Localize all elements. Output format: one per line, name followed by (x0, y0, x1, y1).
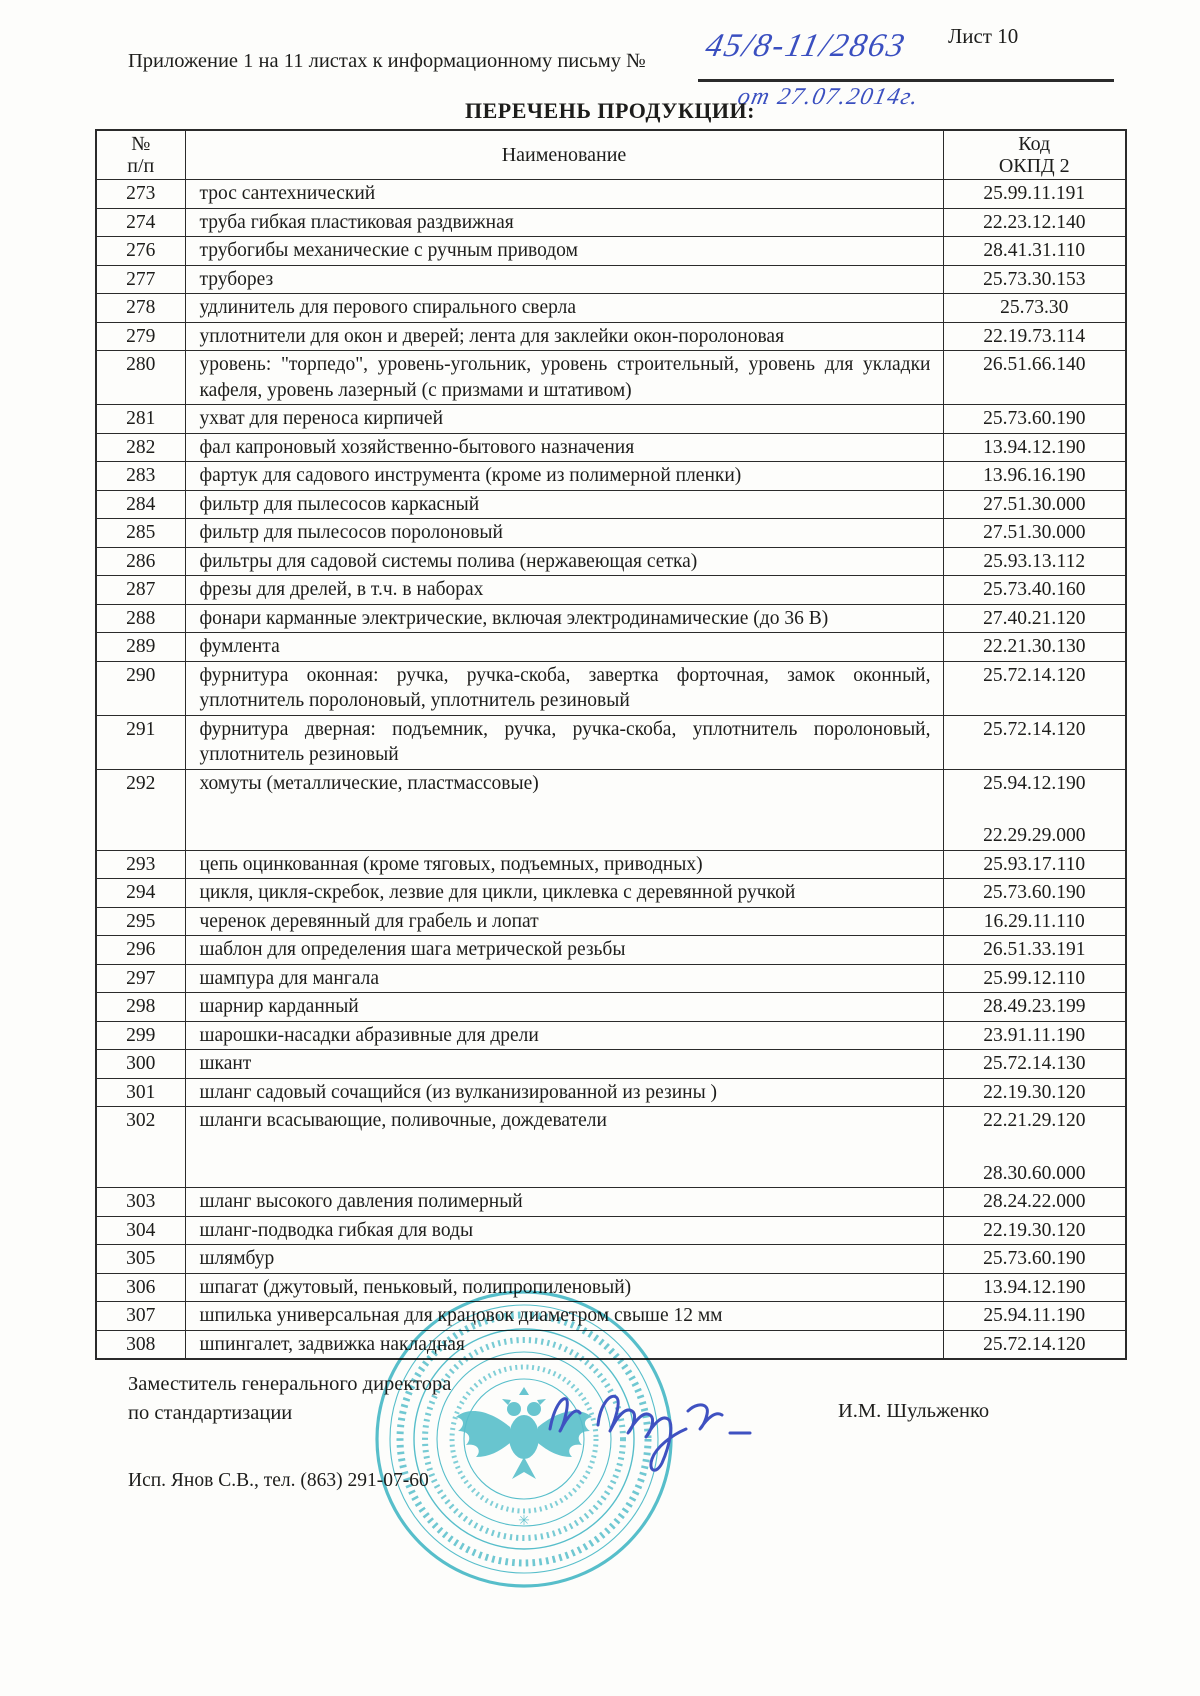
row-name: фумлента (185, 633, 943, 662)
row-name: шпагат (джутовый, пеньковый, полипропиленовый) (185, 1273, 943, 1302)
table-row (96, 237, 1126, 266)
table-row (96, 208, 1126, 237)
row-code (943, 1021, 1126, 1050)
handwritten-letter-date: от 27.07.2014г. (735, 84, 922, 110)
row-name: шланги всасывающие, поливочные, дождеватели (185, 1107, 943, 1188)
row-number: 299 (96, 1021, 185, 1050)
row-name: шампура для мангала (185, 964, 943, 993)
table-row (96, 265, 1126, 294)
table-row (96, 462, 1126, 491)
row-code (943, 1050, 1126, 1079)
executor-contact-line: Исп. Янов С.В., тел. (863) 291-07-60 (128, 1470, 429, 1491)
okpd2-code: 25.99.11.191 (983, 183, 1086, 204)
okpd2-code: 22.21.29.120 (983, 1110, 1086, 1131)
handwritten-letter-number: 45/8-11/2863 (702, 28, 910, 64)
row-code (943, 265, 1126, 294)
okpd2-code: 27.51.30.000 (983, 522, 1086, 543)
okpd2-code: 23.91.11.190 (983, 1024, 1086, 1046)
row-code (943, 907, 1126, 936)
column-header-code (943, 130, 1126, 180)
handwritten-number-underline (698, 79, 1114, 82)
row-number: 297 (96, 964, 185, 993)
row-name: шарнир карданный (185, 993, 943, 1022)
table-row (96, 490, 1126, 519)
row-number: 304 (96, 1216, 185, 1245)
table-row (96, 405, 1126, 434)
row-number: 285 (96, 519, 185, 548)
row-number: 290 (96, 661, 185, 715)
row-number: 277 (96, 265, 185, 294)
table-row (96, 661, 1126, 715)
signature-block (0, 1345, 1200, 1695)
okpd2-code: 25.73.60.190 (983, 408, 1086, 429)
okpd2-code: 13.94.12.190 (983, 436, 1086, 458)
row-name: трубогибы механические с ручным приводом (185, 237, 943, 266)
okpd2-code: 22.29.29.000 (983, 825, 1086, 846)
okpd2-code: 25.72.14.130 (983, 1053, 1086, 1074)
table-row (96, 1021, 1126, 1050)
row-name: уровень: "торпедо", уровень-угольник, уровень строительный, уровень для укладки кафеля, уровень лазерный (с призмами и штативом) (185, 351, 943, 405)
row-code (943, 547, 1126, 576)
row-code (943, 462, 1126, 491)
table-row (96, 519, 1126, 548)
row-code (943, 294, 1126, 323)
table-row (96, 1188, 1126, 1217)
row-code (943, 715, 1126, 769)
table-row (96, 1216, 1126, 1245)
row-number: 279 (96, 322, 185, 351)
row-number: 295 (96, 907, 185, 936)
row-number: 296 (96, 936, 185, 965)
row-code (943, 936, 1126, 965)
appendix-header-line: Приложение 1 на 11 листах к информационному письму № (128, 50, 646, 72)
row-name: шарошки-насадки абразивные для дрели (185, 1021, 943, 1050)
column-header-number-line1: № (131, 133, 151, 155)
row-number: 306 (96, 1273, 185, 1302)
row-number: 284 (96, 490, 185, 519)
okpd2-code: 25.73.30 (1000, 297, 1069, 318)
row-number: 301 (96, 1078, 185, 1107)
okpd2-code: 25.72.14.120 (983, 664, 1086, 686)
okpd2-code: 16.29.11.110 (983, 910, 1085, 932)
row-number: 308 (96, 1330, 185, 1359)
row-name: цикля, цикля-скребок, лезвие для цикли, циклевка с деревянной ручкой (185, 879, 943, 908)
row-name: фонари карманные электрические, включая электродинамические (до 36 В) (185, 604, 943, 633)
row-name: уплотнители для окон и дверей; лента для заклейки окон-поролоновая (185, 322, 943, 351)
row-code (943, 1245, 1126, 1274)
row-number: 276 (96, 237, 185, 266)
column-header-number-line2: п/п (127, 155, 155, 177)
row-name: фал капроновый хозяйственно-бытового назначения (185, 433, 943, 462)
table-row (96, 1107, 1126, 1188)
row-code (943, 180, 1126, 209)
row-name: фильтр для пылесосов поролоновый (185, 519, 943, 548)
row-code (943, 208, 1126, 237)
column-header-name: Наименование (185, 130, 943, 180)
okpd2-code: 28.49.23.199 (983, 996, 1086, 1017)
row-name: шлямбур (185, 1245, 943, 1274)
row-code (943, 1273, 1126, 1302)
okpd2-code: 22.19.30.120 (983, 1081, 1086, 1103)
table-row (96, 907, 1126, 936)
okpd2-code: 26.51.33.191 (983, 939, 1086, 960)
row-code (943, 769, 1126, 850)
row-number: 287 (96, 576, 185, 605)
row-name: фартук для садового инструмента (кроме из полимерной пленки) (185, 462, 943, 491)
okpd2-code: 25.73.60.190 (983, 882, 1086, 903)
okpd2-code: 25.72.14.120 (983, 1333, 1086, 1355)
row-code (943, 964, 1126, 993)
product-list-table (95, 129, 1127, 1360)
row-number: 286 (96, 547, 185, 576)
svg-text:✳: ✳ (518, 1514, 530, 1529)
row-code (943, 322, 1126, 351)
row-name: шкант (185, 1050, 943, 1079)
row-number: 307 (96, 1302, 185, 1331)
table-row (96, 433, 1126, 462)
column-header-number (96, 130, 185, 180)
row-number: 278 (96, 294, 185, 323)
row-number: 300 (96, 1050, 185, 1079)
row-name: шланг высокого давления полимерный (185, 1188, 943, 1217)
table-header-row (96, 130, 1126, 180)
okpd2-code: 25.93.17.110 (983, 853, 1086, 875)
row-number: 282 (96, 433, 185, 462)
row-code (943, 405, 1126, 434)
okpd2-code: 27.51.30.000 (983, 493, 1086, 515)
row-name: труборез (185, 265, 943, 294)
table-row (96, 964, 1126, 993)
row-number: 273 (96, 180, 185, 209)
signature (540, 1367, 770, 1477)
okpd2-code: 25.94.11.190 (983, 1305, 1086, 1326)
table-row (96, 351, 1126, 405)
page-title: ПЕРЕЧЕНЬ ПРОДУКЦИИ: (465, 98, 755, 123)
row-name: удлинитель для перового спирального сверла (185, 294, 943, 323)
row-number: 274 (96, 208, 185, 237)
row-code (943, 1078, 1126, 1107)
row-code (943, 1107, 1126, 1188)
row-name: фурнитура дверная: подъемник, ручка, ручка-скоба, уплотнитель поролоновый, уплотнитель резиновый (185, 715, 943, 769)
okpd2-code: 13.96.16.190 (983, 465, 1086, 486)
row-number: 294 (96, 879, 185, 908)
row-name: фильтр для пылесосов каркасный (185, 490, 943, 519)
row-name: фрезы для дрелей, в т.ч. в наборах (185, 576, 943, 605)
row-name: фурнитура оконная: ручка, ручка-скоба, завертка форточная, замок оконный, уплотнитель поролоновый, уплотнитель резиновый (185, 661, 943, 715)
okpd2-code: 25.73.40.160 (983, 579, 1086, 600)
row-name: труба гибкая пластиковая раздвижная (185, 208, 943, 237)
table-row (96, 322, 1126, 351)
okpd2-code: 22.19.73.114 (983, 325, 1086, 347)
row-name: трос сантехнический (185, 180, 943, 209)
row-number: 302 (96, 1107, 185, 1188)
table-row (96, 936, 1126, 965)
row-number: 288 (96, 604, 185, 633)
column-header-code-line1: Код (1018, 133, 1051, 155)
okpd2-code: 28.41.31.110 (983, 240, 1086, 261)
row-number: 298 (96, 993, 185, 1022)
row-number: 281 (96, 405, 185, 434)
okpd2-code: 22.23.12.140 (983, 211, 1086, 233)
okpd2-code: 25.73.30.153 (983, 268, 1086, 290)
table-row (96, 633, 1126, 662)
row-code (943, 1302, 1126, 1331)
row-name: ухват для переноса кирпичей (185, 405, 943, 434)
table-row (96, 769, 1126, 850)
row-name: фильтры для садовой системы полива (нержавеющая сетка) (185, 547, 943, 576)
table-row (96, 1078, 1126, 1107)
table-row (96, 1245, 1126, 1274)
row-code (943, 993, 1126, 1022)
row-name: хомуты (металлические, пластмассовые) (185, 769, 943, 850)
okpd2-code: 25.94.12.190 (983, 772, 1086, 794)
okpd2-code: 25.99.12.110 (983, 967, 1086, 989)
row-name: шпилька универсальная для крацовок диаметром свыше 12 мм (185, 1302, 943, 1331)
row-code (943, 237, 1126, 266)
row-name: шланг-подводка гибкая для воды (185, 1216, 943, 1245)
row-code (943, 1216, 1126, 1245)
okpd2-code: 13.94.12.190 (983, 1276, 1086, 1298)
okpd2-code: 26.51.66.140 (983, 354, 1086, 375)
row-name: черенок деревянный для грабель и лопат (185, 907, 943, 936)
row-number: 289 (96, 633, 185, 662)
column-header-code-line2: ОКПД 2 (998, 155, 1070, 177)
signatory-title-line1: Заместитель генерального директора (128, 1373, 452, 1395)
row-number: 280 (96, 351, 185, 405)
table-row (96, 850, 1126, 879)
row-name: шпингалет, задвижка накладная (185, 1330, 943, 1359)
table-row (96, 180, 1126, 209)
row-code (943, 604, 1126, 633)
table-row (96, 879, 1126, 908)
row-number: 303 (96, 1188, 185, 1217)
row-number: 283 (96, 462, 185, 491)
table-row (96, 294, 1126, 323)
okpd2-code: 25.73.60.190 (983, 1248, 1086, 1269)
row-code (943, 433, 1126, 462)
okpd2-code: 28.24.22.000 (983, 1191, 1086, 1212)
signatory-name: И.М. Шульженко (838, 1400, 990, 1422)
row-code (943, 351, 1126, 405)
row-code (943, 1188, 1126, 1217)
row-code (943, 850, 1126, 879)
row-code (943, 576, 1126, 605)
signatory-title-line2: по стандартизации (128, 1402, 293, 1424)
row-code (943, 879, 1126, 908)
table-row (96, 1050, 1126, 1079)
row-code (943, 490, 1126, 519)
row-number: 291 (96, 715, 185, 769)
table-row (96, 576, 1126, 605)
okpd2-code: 22.19.30.120 (983, 1219, 1086, 1241)
row-code (943, 519, 1126, 548)
row-name: шаблон для определения шага метрической резьбы (185, 936, 943, 965)
okpd2-code: 28.30.60.000 (983, 1162, 1086, 1184)
table-row (96, 993, 1126, 1022)
table-row (96, 604, 1126, 633)
table-row (96, 547, 1126, 576)
row-code (943, 661, 1126, 715)
row-name: шланг садовый сочащийся (из вулканизированной из резины ) (185, 1078, 943, 1107)
okpd2-code: 25.93.13.112 (983, 550, 1086, 572)
okpd2-code: 27.40.21.120 (983, 607, 1086, 629)
table-row (96, 715, 1126, 769)
row-name: цепь оцинкованная (кроме тяговых, подъемных, приводных) (185, 850, 943, 879)
row-number: 293 (96, 850, 185, 879)
sheet-number-label: Лист 10 (948, 24, 1019, 48)
row-code (943, 633, 1126, 662)
okpd2-code: 22.21.30.130 (983, 636, 1086, 657)
row-number: 305 (96, 1245, 185, 1274)
row-number: 292 (96, 769, 185, 850)
okpd2-code: 25.72.14.120 (983, 718, 1086, 740)
